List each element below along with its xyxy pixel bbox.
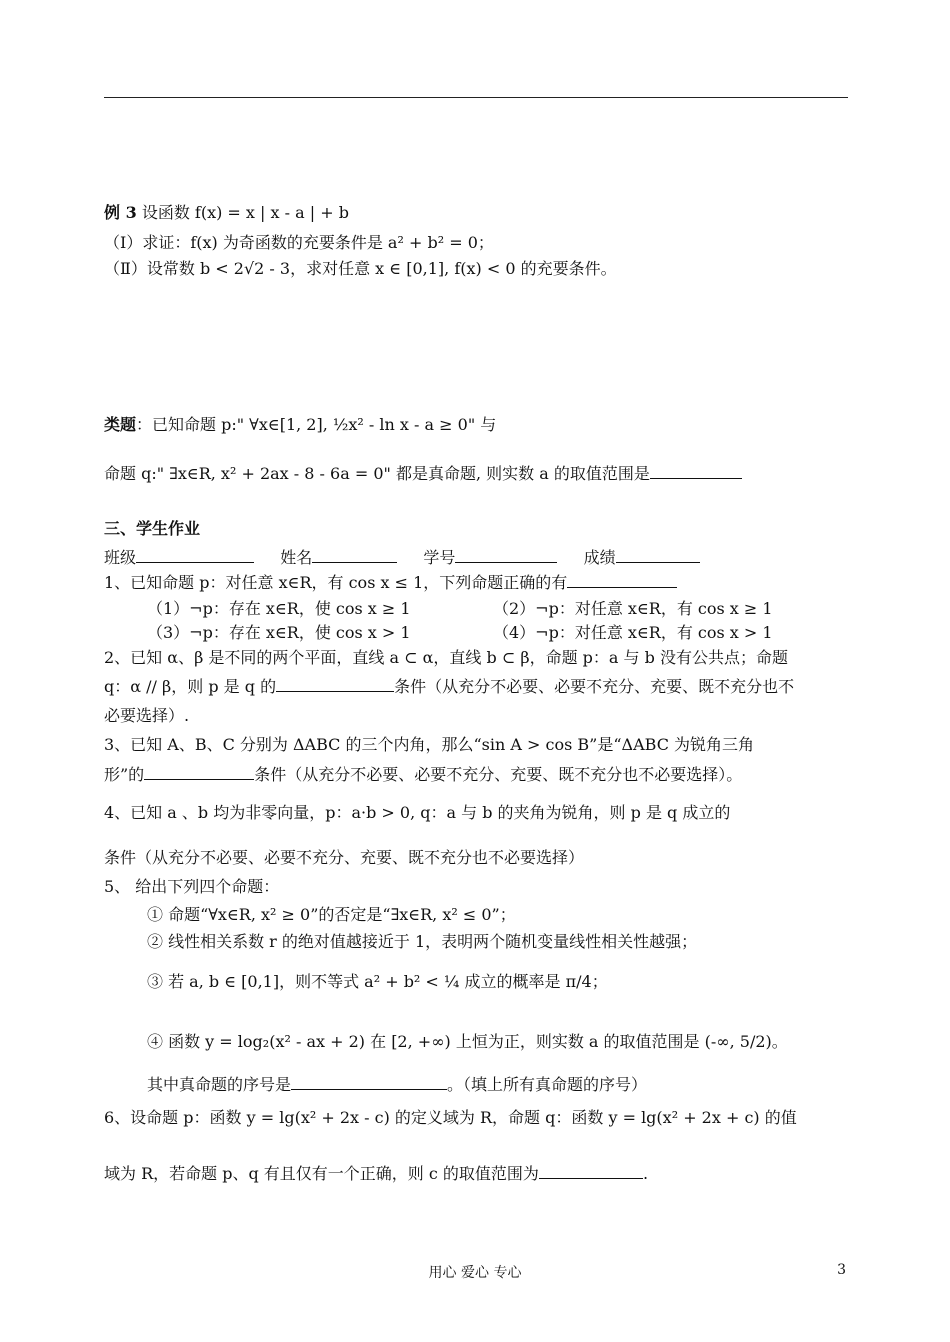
q2-text-a: q：α // β，则 p 是 q 的 (104, 677, 277, 696)
q5-stem: 5、 给出下列四个命题： (104, 877, 280, 896)
q1-stem: 1、已知命题 p：对任意 x∈R，有 cos x ≤ 1，下列命题正确的有 (104, 573, 568, 592)
q5-item2: ② 线性相关系数 r 的绝对值越接近于 1，表明两个随机变量线性相关性越强； (147, 932, 698, 951)
example3-title-line (104, 203, 349, 222)
q5-item1: ① 命题“∀x∈R, x² ≥ 0”的否定是“∃x∈R, x² ≤ 0”； (147, 905, 516, 924)
page-number: 3 (837, 1262, 846, 1278)
q6-line1: 6、设命题 p：函数 y = lg(x² + 2x - c) 的定义域为 R，命题 q：函数 y = lg(x² + 2x + c) 的值 (104, 1108, 797, 1127)
field-class-label: 班级 (104, 548, 137, 567)
q6-text-b: . (642, 1164, 649, 1183)
example3-title: 设函数 f(x) = x | x - a | + b (141, 203, 349, 222)
field-id-blank[interactable] (455, 547, 557, 563)
q1-opt3: （3）¬p：存在 x∈R，使 cos x > 1 (147, 623, 411, 642)
q1-opt1: （1）¬p：存在 x∈R，使 cos x ≥ 1 (147, 599, 411, 618)
q4-line1: 4、已知 a 、b 均为非零向量，p：a·b > 0, q：a 与 b 的夹角为锐角，则 p 是 q 成立的 (104, 803, 731, 822)
q2-text-b: 条件（从充分不必要、必要不充分、充要、既不充分也不 (394, 677, 795, 696)
q3-line2 (104, 764, 742, 784)
similar-text1: ：已知命题 p:" ∀x∈[1, 2], ½x² - ln x - a ≥ 0" 与 (136, 415, 497, 434)
q3-text-a: 形”的 (104, 765, 145, 784)
example3-part2: （Ⅱ）设常数 b < 2√2 - 3，求对任意 x ∈ [0,1], f(x) < 0 的充要条件。 (104, 259, 617, 278)
field-name-blank[interactable] (312, 547, 397, 563)
student-info-line (104, 547, 700, 567)
similar-label: 类题 (104, 415, 137, 434)
q3-text-b: 条件（从充分不必要、必要不充分、充要、既不充分也不必要选择）。 (254, 765, 743, 784)
q6-blank[interactable] (539, 1163, 643, 1179)
q4-line2: 条件（从充分不必要、必要不充分、充要、既不充分也不必要选择） (104, 848, 585, 867)
header-rule (104, 97, 848, 98)
footer-text: 用心 爱心 专心 (428, 1265, 522, 1281)
q6-line2 (104, 1163, 648, 1183)
q2-line1: 2、已知 α、β 是不同的两个平面，直线 a ⊂ α，直线 b ⊂ β，命题 p：a 与 b 没有公共点；命题 (104, 648, 788, 667)
q5-item4: ④ 函数 y = log₂(x² - ax + 2) 在 [2, +∞) 上恒为正，则实数 a 的取值范围是 (-∞, 5/2)。 (147, 1032, 788, 1051)
q1-opt2: （2）¬p：对任意 x∈R，有 cos x ≥ 1 (493, 599, 773, 618)
q5-tail-a: 其中真命题的序号是 (147, 1075, 292, 1094)
q3-blank[interactable] (144, 764, 254, 780)
section3-title: 三、学生作业 (104, 519, 201, 538)
field-score-label: 成绩 (583, 548, 616, 567)
q5-tail (147, 1074, 647, 1094)
field-class-blank[interactable] (136, 547, 254, 563)
q5-tail-b: 。（填上所有真命题的序号） (447, 1075, 648, 1094)
similar-line2 (104, 463, 742, 483)
example3-part1: （Ⅰ）求证：f(x) 为奇函数的充要条件是 a² + b² = 0； (104, 233, 494, 252)
q2-line2 (104, 676, 794, 696)
q2-line3: 必要选择）. (104, 706, 190, 725)
field-name-label: 姓名 (280, 548, 313, 567)
q5-item3: ③ 若 a, b ∈ [0,1]，则不等式 a² + b² < ¼ 成立的概率是 π/4； (147, 972, 608, 991)
example3-label: 例 3 (104, 203, 137, 222)
q5-blank[interactable] (291, 1074, 447, 1090)
q1-opt4: （4）¬p：对任意 x∈R，有 cos x > 1 (493, 623, 773, 642)
answer-blank[interactable] (650, 463, 742, 479)
q2-blank[interactable] (276, 676, 394, 692)
similar-line1 (104, 415, 496, 434)
field-score-blank[interactable] (616, 547, 700, 563)
field-id-label: 学号 (423, 548, 456, 567)
q1-blank[interactable] (567, 572, 677, 588)
q3-line1: 3、已知 A、B、C 分别为 ΔABC 的三个内角，那么“sin A > cos B”是“ΔABC 为锐角三角 (104, 735, 755, 754)
q1-stem-line (104, 572, 677, 592)
q6-text-a: 域为 R，若命题 p、q 有且仅有一个正确，则 c 的取值范围为 (104, 1164, 539, 1183)
similar-text2: 命题 q:" ∃x∈R, x² + 2ax - 8 - 6a = 0" 都是真命题, 则实数 a 的取值范围是 (104, 464, 650, 483)
